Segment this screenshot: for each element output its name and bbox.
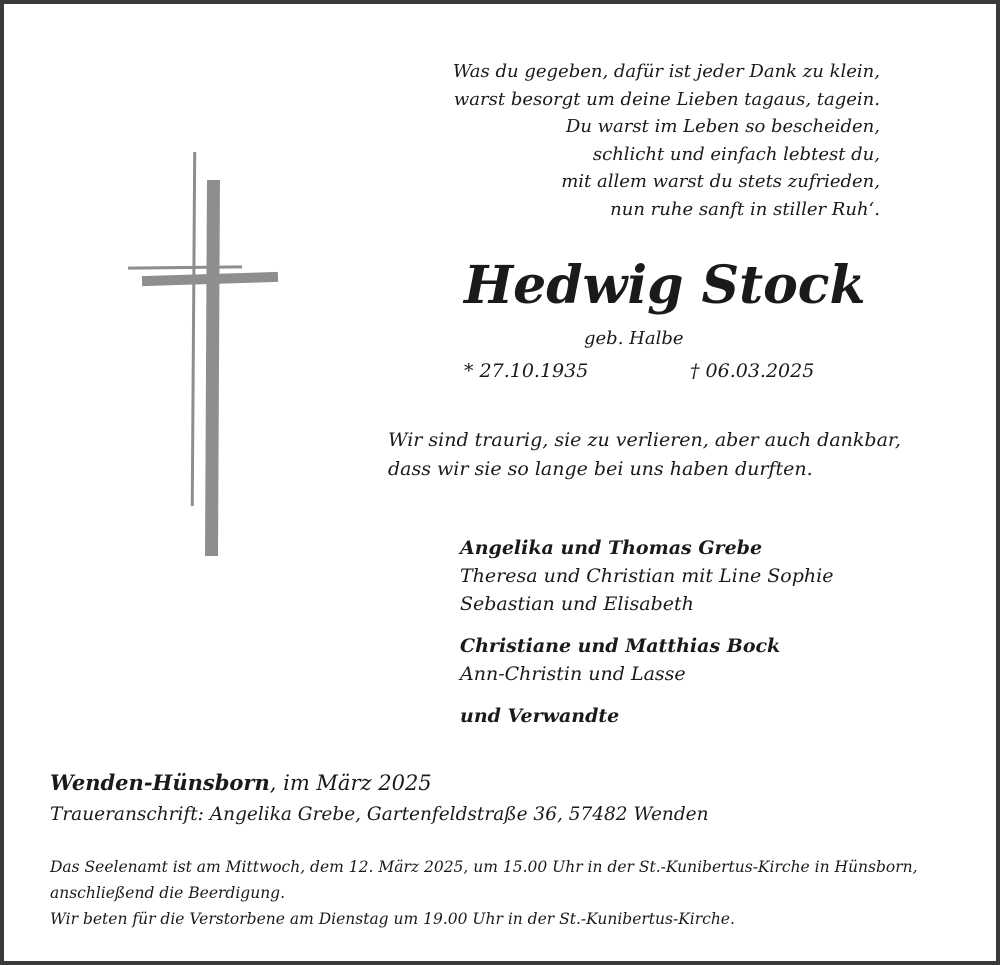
service-note: Das Seelenamt ist am Mittwoch, dem 12. März 2025, um 15.00 Uhr in der St.-Kunibertus-Kirche in Hünsborn, (50, 858, 918, 876)
service-note: Wir beten für die Verstorbene am Dienstag um 19.00 Uhr in der St.-Kunibertus-Kirche. (50, 910, 735, 928)
poem-line: nun ruhe sanft in stiller Ruh‘. (610, 198, 880, 220)
poem-line: warst besorgt um deine Lieben tagaus, tagein. (453, 88, 880, 110)
mourner-group (460, 632, 960, 688)
obituary-card (4, 4, 996, 961)
poem-line: Du warst im Leben so bescheiden, (565, 116, 880, 137)
condolence-text (388, 426, 908, 484)
birth-date: * 27.10.1935 (464, 360, 589, 382)
mourners-list (460, 534, 960, 744)
mourner-group (460, 702, 960, 730)
condolence-line: Wir sind traurig, sie zu verlieren, aber auch dankbar, (388, 429, 901, 451)
service-notes (50, 854, 990, 932)
poem-line: schlicht und einfach lebtest du, (592, 143, 880, 165)
cross-icon (122, 146, 282, 566)
mourner-line: Ann-Christin und Lasse (460, 663, 686, 685)
poem-line: Was du gegeben, dafür ist jeder Dank zu klein, (452, 61, 880, 82)
mourner-group-head: und Verwandte (460, 705, 620, 727)
mourner-line: Theresa und Christian mit Line Sophie (460, 565, 834, 587)
announcement-date: , im März 2025 (269, 771, 432, 795)
memorial-poem (360, 58, 880, 223)
place-date (50, 770, 432, 795)
mourner-group (460, 534, 960, 618)
mourning-address: Traueranschrift: Angelika Grebe, Gartenfeldstraße 36, 57482 Wenden (50, 804, 709, 825)
poem-line: mit allem warst du stets zufrieden, (561, 171, 880, 192)
mourner-group-head: Christiane und Matthias Bock (460, 635, 781, 657)
mourner-group-head: Angelika und Thomas Grebe (460, 537, 763, 559)
condolence-line: dass wir sie so lange bei uns haben durften. (388, 458, 813, 480)
deceased-name: Hedwig Stock (464, 255, 866, 316)
birth-name: geb. Halbe (584, 328, 684, 349)
death-date: † 06.03.2025 (690, 360, 815, 382)
service-note: anschließend die Beerdigung. (50, 884, 286, 902)
town-name: Wenden-Hünsborn (50, 770, 270, 795)
mourner-line: Sebastian und Elisabeth (460, 593, 694, 615)
